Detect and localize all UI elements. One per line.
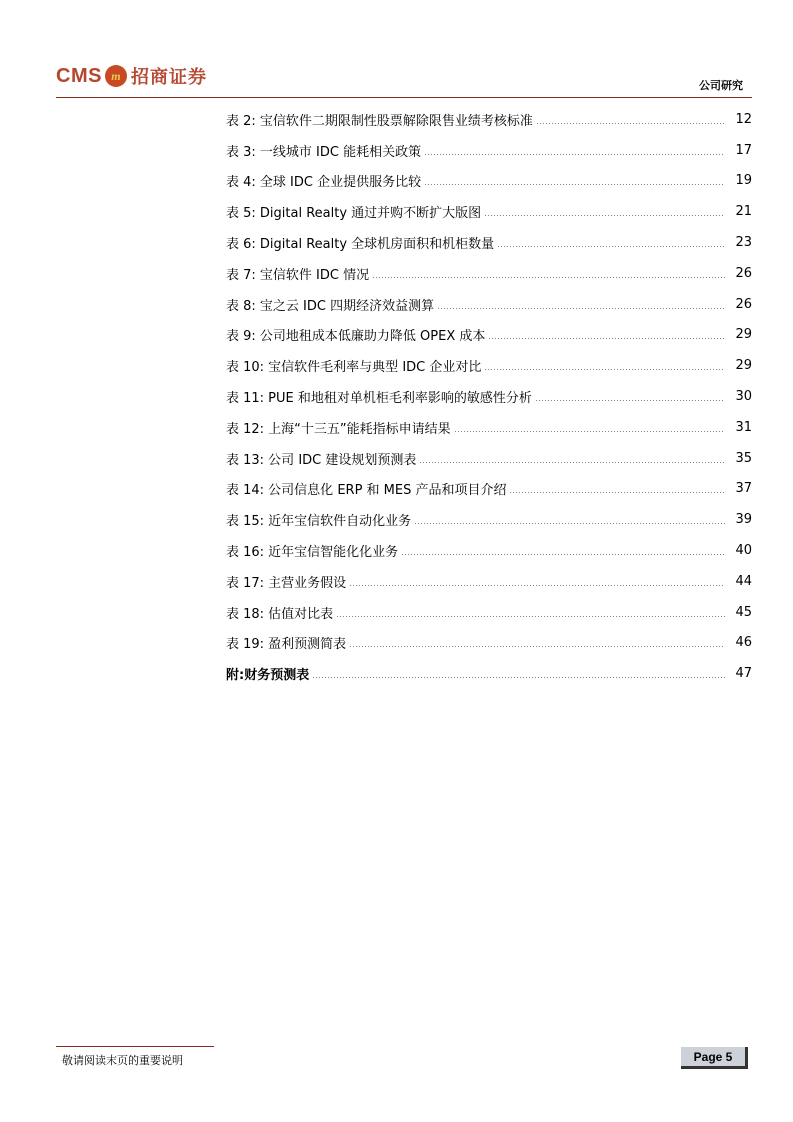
toc-entry-title: 表 19: 盈利预测简表 (226, 637, 347, 653)
toc-entry-page: 29 (735, 327, 752, 343)
toc-leader-dots (349, 585, 725, 586)
toc-entry-page: 45 (735, 604, 752, 620)
page-number-box: Page 5 (681, 1047, 748, 1069)
toc-entry[interactable] (226, 166, 752, 197)
toc-leader-dots (424, 184, 725, 185)
toc-entry-title: 表 14: 公司信息化 ERP 和 MES 产品和项目介绍 (226, 483, 507, 499)
logo-chinese-name: 招商证券 (130, 67, 207, 88)
toc-entry-title: 表 7: 宝信软件 IDC 情况 (226, 267, 370, 283)
toc-entry[interactable] (226, 227, 752, 258)
toc-entry[interactable] (226, 196, 752, 227)
toc-entry[interactable] (226, 412, 752, 443)
toc-leader-dots (414, 523, 725, 524)
toc-leader-dots (336, 616, 725, 617)
toc-leader-dots (454, 431, 725, 432)
toc-leader-dots (484, 215, 725, 216)
toc-entry[interactable] (226, 104, 752, 135)
toc-leader-dots (372, 277, 725, 278)
toc-entry-page: 39 (735, 512, 752, 528)
toc-entry-title: 表 15: 近年宝信软件自动化业务 (226, 514, 412, 530)
toc-entry-title: 表 3: 一线城市 IDC 能耗相关政策 (226, 144, 422, 160)
toc-entry-page: 23 (735, 235, 752, 251)
toc-entry-page: 37 (735, 481, 752, 497)
toc-entry[interactable] (226, 135, 752, 166)
toc-leader-dots (509, 492, 725, 493)
toc-entry-page: 29 (735, 358, 752, 374)
toc-entry[interactable] (226, 320, 752, 351)
logo-cms-text: CMS (56, 64, 102, 87)
toc-leader-dots (484, 369, 725, 370)
toc-leader-dots (312, 677, 725, 678)
toc-leader-dots (536, 123, 725, 124)
toc-entry-page: 46 (735, 635, 752, 651)
header-divider (56, 97, 752, 98)
toc-entry-title: 表 6: Digital Realty 全球机房面积和机柜数量 (226, 237, 495, 253)
toc-entry-title: 表 2: 宝信软件二期限制性股票解除限售业绩考核标准 (226, 113, 533, 129)
toc-entry[interactable] (226, 628, 752, 659)
toc-entry[interactable] (226, 504, 752, 535)
toc-entry-page: 26 (735, 265, 752, 281)
toc-entry[interactable] (226, 289, 752, 320)
toc-entry-page: 17 (735, 142, 752, 158)
toc-entry-title: 表 9: 公司地租成本低廉助力降低 OPEX 成本 (226, 329, 486, 345)
toc-leader-dots (424, 154, 725, 155)
toc-entry[interactable] (226, 535, 752, 566)
toc-entry-page: 47 (735, 666, 752, 682)
toc-entry[interactable] (226, 350, 752, 381)
toc-entry[interactable] (226, 597, 752, 628)
page-header (0, 0, 793, 100)
report-type-tag: 公司研究 (699, 79, 743, 92)
toc-entry-page: 19 (735, 173, 752, 189)
logo-badge-icon: m (105, 65, 127, 87)
toc-entry-page: 44 (735, 573, 752, 589)
toc-entry[interactable] (226, 566, 752, 597)
toc-entry-title: 表 5: Digital Realty 通过并购不断扩大版图 (226, 206, 482, 222)
toc-entry[interactable] (226, 381, 752, 412)
toc-entry-page: 30 (735, 389, 752, 405)
toc-entry-title: 表 4: 全球 IDC 企业提供服务比较 (226, 175, 422, 191)
toc-entry-title: 表 18: 估值对比表 (226, 606, 334, 622)
toc-leader-dots (349, 646, 725, 647)
toc-entry-title: 表 16: 近年宝信智能化化业务 (226, 545, 399, 561)
toc-leader-dots (497, 246, 725, 247)
footer-divider (56, 1046, 214, 1047)
toc-leader-dots (419, 462, 725, 463)
toc-entry-title: 表 8: 宝之云 IDC 四期经济效益测算 (226, 298, 435, 314)
toc-leader-dots (437, 308, 725, 309)
toc-entry-title: 表 11: PUE 和地租对单机柜毛利率影响的敏感性分析 (226, 391, 532, 407)
toc-entry[interactable] (226, 658, 752, 689)
toc-entry-page: 26 (735, 296, 752, 312)
toc-entry-page: 35 (735, 450, 752, 466)
toc-entry-page: 40 (735, 543, 752, 559)
toc-leader-dots (401, 554, 725, 555)
toc-entry-title: 表 17: 主营业务假设 (226, 575, 347, 591)
toc-leader-dots (535, 400, 725, 401)
toc-entry[interactable] (226, 443, 752, 474)
disclaimer-note: 敬请阅读末页的重要说明 (62, 1054, 183, 1067)
toc-entry[interactable] (226, 258, 752, 289)
toc-entry-page: 31 (735, 419, 752, 435)
toc-entry-page: 21 (735, 204, 752, 220)
table-of-contents (226, 104, 752, 689)
toc-entry-title: 表 13: 公司 IDC 建设规划预测表 (226, 452, 417, 468)
toc-entry-page: 12 (735, 111, 752, 127)
toc-leader-dots (488, 338, 725, 339)
company-logo (56, 58, 207, 94)
toc-entry[interactable] (226, 474, 752, 505)
toc-entry-title: 附:财务预测表 (226, 668, 310, 684)
toc-entry-title: 表 12: 上海“十三五”能耗指标申请结果 (226, 421, 451, 437)
toc-entry-title: 表 10: 宝信软件毛利率与典型 IDC 企业对比 (226, 360, 482, 376)
